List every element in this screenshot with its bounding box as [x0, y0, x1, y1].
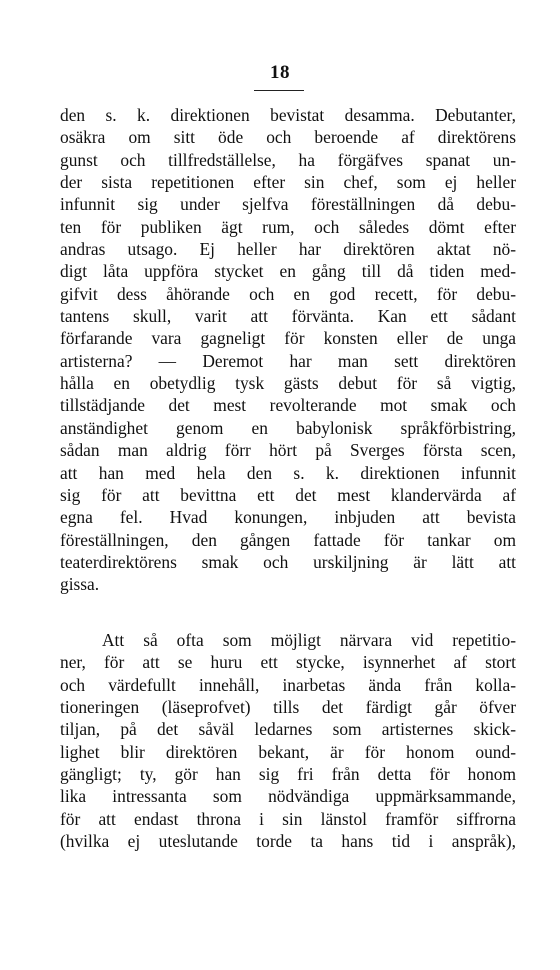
text-line: tioneringen (läseprofvet) tills det färdigt går öfver — [60, 697, 516, 718]
text-line: gängligt; ty, gör han sig fri från detta för honom — [60, 764, 516, 785]
text-line: artisterna? — Deremot har man sett direktören — [60, 350, 516, 371]
text-line: tantens skull, varit att förvänta. Kan ett sådant — [60, 306, 516, 327]
text-line: den s. k. direktionen bevistat desamma. Debutanter, — [60, 105, 516, 125]
text-line: infunnit sig under sjelfva föreställningen då debu- — [60, 194, 516, 215]
text-line: digt låta uppföra stycket en gång till då tiden med- — [60, 261, 516, 282]
text-line: teaterdirektörens smak och urskiljning är lätt att — [60, 551, 516, 572]
page-number-rule — [254, 90, 304, 91]
text-line: andras utsago. Ej heller har direktören aktat nö- — [60, 239, 516, 260]
text-line: ner, för att se huru ett stycke, isynnerhet af stort — [60, 652, 516, 673]
text-line: osäkra om sitt öde och beroende af direktörens — [60, 127, 516, 148]
text-line: (hvilka ej uteslutande torde ta hans tid i anspråk), — [60, 831, 516, 852]
text-line: ten för publiken ägt rum, och således dömt efter — [60, 216, 516, 237]
text-line: och värdefullt innehåll, inarbetas ända från kolla- — [60, 674, 516, 695]
text-line: lighet blir direktören bekant, är för honom ound- — [60, 741, 516, 762]
text-line: hålla en obetydlig tysk gästs debut för så vigtig, — [60, 373, 516, 394]
text-line: gifvit dess åhörande och en god recett, för debu- — [60, 283, 516, 304]
text-line: gunst och tillfredställelse, ha förgäfves spanat un- — [60, 149, 516, 170]
text-line: lika intressanta som nödvändiga uppmärksammande, — [60, 786, 516, 807]
paragraph-1 — [60, 104, 516, 596]
text-line: tillstädjande det mest revolterande mot smak och — [60, 395, 516, 416]
text-line: för att endast throna i sin länstol framför siffrorna — [60, 808, 516, 829]
text-line: föreställningen, den gången fattade för tankar om — [60, 529, 516, 550]
text-line: gissa. — [60, 574, 100, 595]
text-line: egna fel. Hvad konungen, inbjuden att bevista — [60, 507, 516, 528]
page-number: 18 — [270, 62, 290, 83]
text-line: sig för att bevittna ett det mest klandervärda af — [60, 484, 516, 505]
text-line: tiljan, på det såväl ledarnes som artisternes skick- — [60, 719, 516, 740]
text-line: Att så ofta som möjligt närvara vid repetitio- — [102, 630, 516, 650]
text-line: der sista repetitionen efter sin chef, som ej heller — [60, 172, 516, 193]
text-line: anständighet genom en babylonisk språkförbistring, — [60, 417, 516, 438]
text-line: att han med hela den s. k. direktionen infunnit — [60, 462, 516, 483]
paragraph-2 — [60, 629, 516, 852]
text-line: förfarande vara gagneligt för konsten eller de unga — [60, 328, 516, 349]
text-line: sådan man aldrig förr hört på Sverges första scen, — [60, 440, 516, 461]
